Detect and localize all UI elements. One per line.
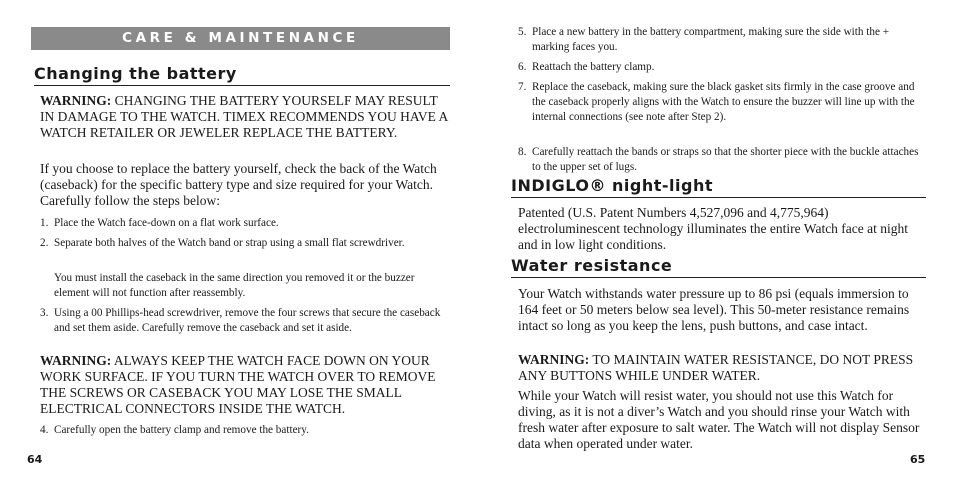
water-resistance-heading: Water resistance xyxy=(511,256,926,278)
indiglo-paragraph: Patented (U.S. Patent Numbers 4,527,096 and 4,775,964) electroluminescent technology illuminates the entire Watch face at night and in low light conditions. xyxy=(518,205,909,252)
step-text: Using a 00 Phillips-head screwdriver, remove the four screws that secure the caseback and set them aside. Carefully remove the caseback and set it aside. xyxy=(54,307,441,334)
step-text: Place the Watch face-down on a flat work surface. xyxy=(54,217,279,229)
step-number: 2. xyxy=(40,237,49,249)
warning-text: TO MAINTAIN WATER RESISTANCE, DO NOT PRESS ANY BUTTONS WHILE UNDER WATER. xyxy=(518,352,914,383)
step-7 xyxy=(518,80,928,125)
warning-text: CHANGING THE BATTERY YOURSELF MAY RESULT IN DAMAGE TO THE WATCH. TIMEX RECOMMENDS YOU HAVE A WATCH RETAILER OR JEWELER REPLACE THE BATTERY. xyxy=(40,93,448,140)
warning-paragraph-2 xyxy=(40,353,452,417)
step-text: Replace the caseback, making sure the black gasket sits firmly in the case groove and the caseback properly aligns with the Watch to ensure the buzzer will line up with the internal connections (see note after Step 2). xyxy=(532,81,915,123)
intro-paragraph: If you choose to replace the battery yourself, check the back of the Watch (caseback) for the specific battery type and size required for your Watch. Carefully follow the steps below: xyxy=(40,161,437,208)
step-text: Separate both halves of the Watch band or strap using a small flat screwdriver. xyxy=(54,237,405,249)
step-number: 6. xyxy=(518,61,527,73)
step-2-note: You must install the caseback in the same direction you removed it or the buzzer element will not function after reassembly. xyxy=(54,272,415,299)
diving-paragraph: While your Watch will resist water, you should not use this Watch for diving, as it is not a diver’s Watch and you should rinse your Watch with fresh water after exposure to salt water. The Watch will not display Sensor data when operated under water. xyxy=(518,388,920,451)
step-number: 3. xyxy=(40,307,49,319)
step-number: 1. xyxy=(40,217,49,229)
step-6 xyxy=(518,60,928,75)
indiglo-heading: INDIGLO® night-light xyxy=(511,176,926,198)
warning-label: WARNING: xyxy=(40,353,112,368)
step-3 xyxy=(40,306,450,336)
step-number: 7. xyxy=(518,81,527,93)
page-number-left: 64 xyxy=(27,453,43,466)
step-text: Carefully reattach the bands or straps so that the shorter piece with the buckle attaches to the upper set of lugs. xyxy=(532,146,919,173)
right-page xyxy=(477,0,954,477)
step-1 xyxy=(40,216,450,231)
changing-battery-heading: Changing the battery xyxy=(34,64,450,86)
step-number: 4. xyxy=(40,424,49,436)
step-8 xyxy=(518,145,928,175)
step-number: 8. xyxy=(518,146,527,158)
step-text: Reattach the battery clamp. xyxy=(532,61,655,73)
step-number: 5. xyxy=(518,26,527,38)
warning-label: WARNING: xyxy=(40,93,112,108)
step-text: Place a new battery in the battery compartment, making sure the side with the + marking faces you. xyxy=(532,26,890,53)
section-banner: CARE & MAINTENANCE xyxy=(31,27,450,50)
step-5 xyxy=(518,25,928,55)
water-paragraph: Your Watch withstands water pressure up to 86 psi (equals immersion to 164 feet or 50 meters below sea level). This 50-meter resistance remains intact so long as you keep the lens, push buttons, and case intact. xyxy=(518,286,910,333)
warning-paragraph-3 xyxy=(518,352,928,384)
warning-label: WARNING: xyxy=(518,352,590,367)
warning-text: ALWAYS KEEP THE WATCH FACE DOWN ON YOUR WORK SURFACE. IF YOU TURN THE WATCH OVER TO REMOVE THE SCREWS OR CASEBACK YOU MAY LOSE THE SMALL ELECTRICAL CONNECTORS INSIDE THE WATCH. xyxy=(40,353,436,416)
step-2 xyxy=(40,236,450,251)
step-4 xyxy=(40,423,450,438)
warning-paragraph-1 xyxy=(40,93,450,141)
page-number-right: 65 xyxy=(910,453,926,466)
step-text: Carefully open the battery clamp and remove the battery. xyxy=(54,424,309,436)
